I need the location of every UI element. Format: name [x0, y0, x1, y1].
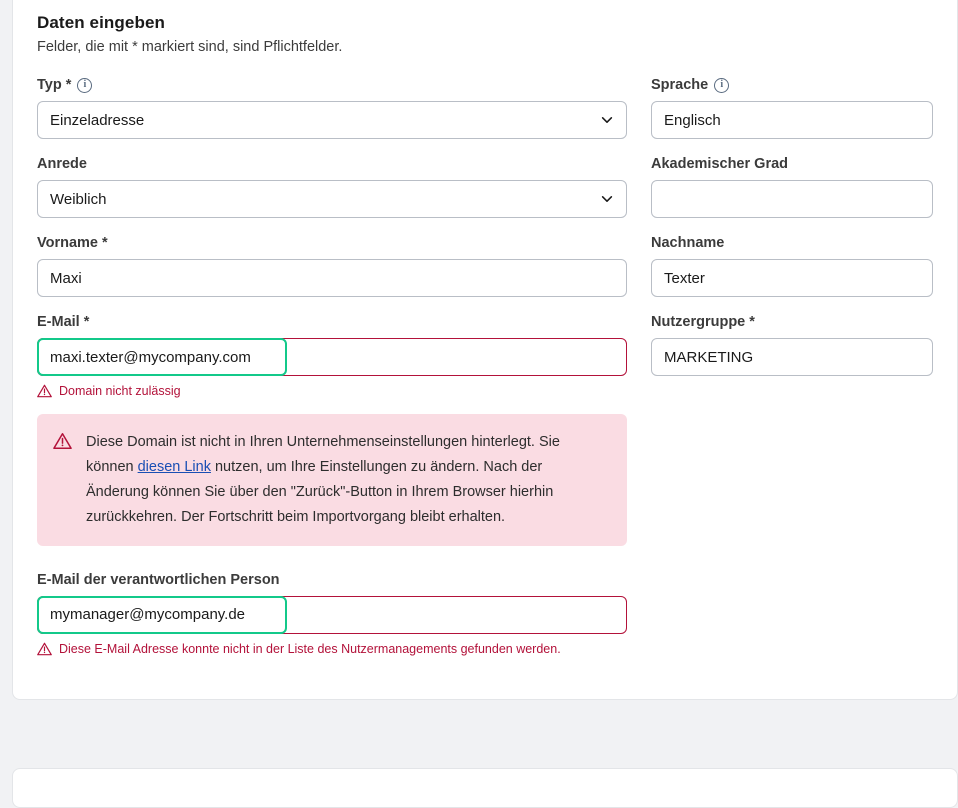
warning-icon	[37, 642, 52, 656]
input-nutzergruppe[interactable]	[651, 338, 933, 376]
chevron-down-icon	[600, 113, 614, 127]
field-vorname	[37, 235, 627, 297]
field-manager-email	[37, 572, 627, 656]
input-nutzergruppe-value: MARKETING	[664, 348, 754, 366]
error-manager-email	[37, 642, 627, 656]
label-email-wrap	[37, 314, 627, 330]
input-manager-email-value: mymanager@mycompany.de	[50, 606, 246, 624]
alert-text-after: nutzen, um Ihre Einstellungen zu ändern. Nach der Änderung können Sie über den "Zurück"-Button in Ihrem Browser hierhin zurückkehren. Der Fortschritt beim Importvorgang bleibt erhalten.	[86, 458, 554, 525]
select-typ-value: Einzeladresse	[50, 111, 145, 129]
info-icon[interactable]: i	[714, 78, 729, 93]
required-fields-hint: Felder, die mit * markiert sind, sind Pflichtfelder.	[37, 39, 343, 55]
footer-card	[12, 768, 958, 808]
form-column-right	[651, 77, 933, 673]
error-manager-email-text: Diese E-Mail Adresse konnte nicht in der Liste des Nutzermanagements gefunden werden.	[59, 641, 561, 656]
field-nutzergruppe	[651, 314, 933, 376]
domain-alert-text	[86, 430, 609, 530]
label-manager-email-wrap	[37, 572, 627, 588]
chevron-down-icon	[600, 192, 614, 206]
label-nachname: Nachname	[651, 235, 725, 251]
field-sprache	[651, 77, 933, 139]
page-title: Daten eingeben	[37, 13, 165, 32]
field-akademischer-grad	[651, 156, 933, 218]
error-email-text: Domain nicht zulässig	[59, 384, 181, 398]
form-grid	[37, 77, 933, 673]
domain-alert	[37, 414, 627, 546]
label-anrede-wrap	[37, 156, 627, 172]
label-manager-email: E-Mail der verantwortlichen Person	[37, 571, 280, 588]
input-sprache[interactable]	[651, 101, 933, 139]
error-email	[37, 384, 627, 398]
field-anrede	[37, 156, 627, 218]
select-anrede[interactable]	[37, 180, 627, 218]
settings-link[interactable]: diesen Link	[137, 458, 211, 475]
label-nachname-wrap	[651, 235, 933, 251]
label-sprache: Sprache	[651, 77, 709, 93]
label-akademischer-grad-wrap	[651, 156, 933, 172]
label-nutzergruppe: Nutzergruppe *	[651, 314, 755, 330]
info-icon[interactable]: i	[77, 78, 92, 93]
input-vorname-value: Maxi	[50, 269, 82, 287]
input-nachname-value: Texter	[664, 269, 705, 287]
label-typ: Typ *	[37, 77, 72, 93]
input-vorname[interactable]	[37, 259, 627, 297]
label-vorname-wrap	[37, 235, 627, 251]
input-email-value: maxi.texter@mycompany.com	[50, 348, 251, 366]
label-akademischer-grad: Akademischer Grad	[651, 156, 789, 172]
input-manager-email[interactable]	[37, 596, 627, 634]
label-nutzergruppe-wrap	[651, 314, 933, 330]
input-email[interactable]	[37, 338, 627, 376]
warning-icon	[53, 432, 72, 450]
field-nachname	[651, 235, 933, 297]
label-sprache-wrap	[651, 77, 933, 93]
label-email: E-Mail *	[37, 314, 90, 330]
label-typ-wrap	[37, 77, 627, 93]
data-entry-card	[12, 0, 958, 700]
input-akademischer-grad[interactable]	[651, 180, 933, 218]
label-vorname: Vorname *	[37, 235, 108, 251]
alert-text-before: Diese Domain ist nicht in Ihren Unternehmenseinstellungen hinterlegt. Sie können	[86, 434, 560, 475]
field-email	[37, 314, 627, 546]
select-anrede-value: Weiblich	[50, 190, 107, 208]
label-anrede: Anrede	[37, 156, 87, 172]
form-column-left	[37, 77, 627, 673]
warning-icon	[37, 384, 52, 398]
select-typ[interactable]	[37, 101, 627, 139]
field-typ	[37, 77, 627, 139]
input-nachname[interactable]	[651, 259, 933, 297]
input-sprache-value: Englisch	[664, 111, 721, 129]
